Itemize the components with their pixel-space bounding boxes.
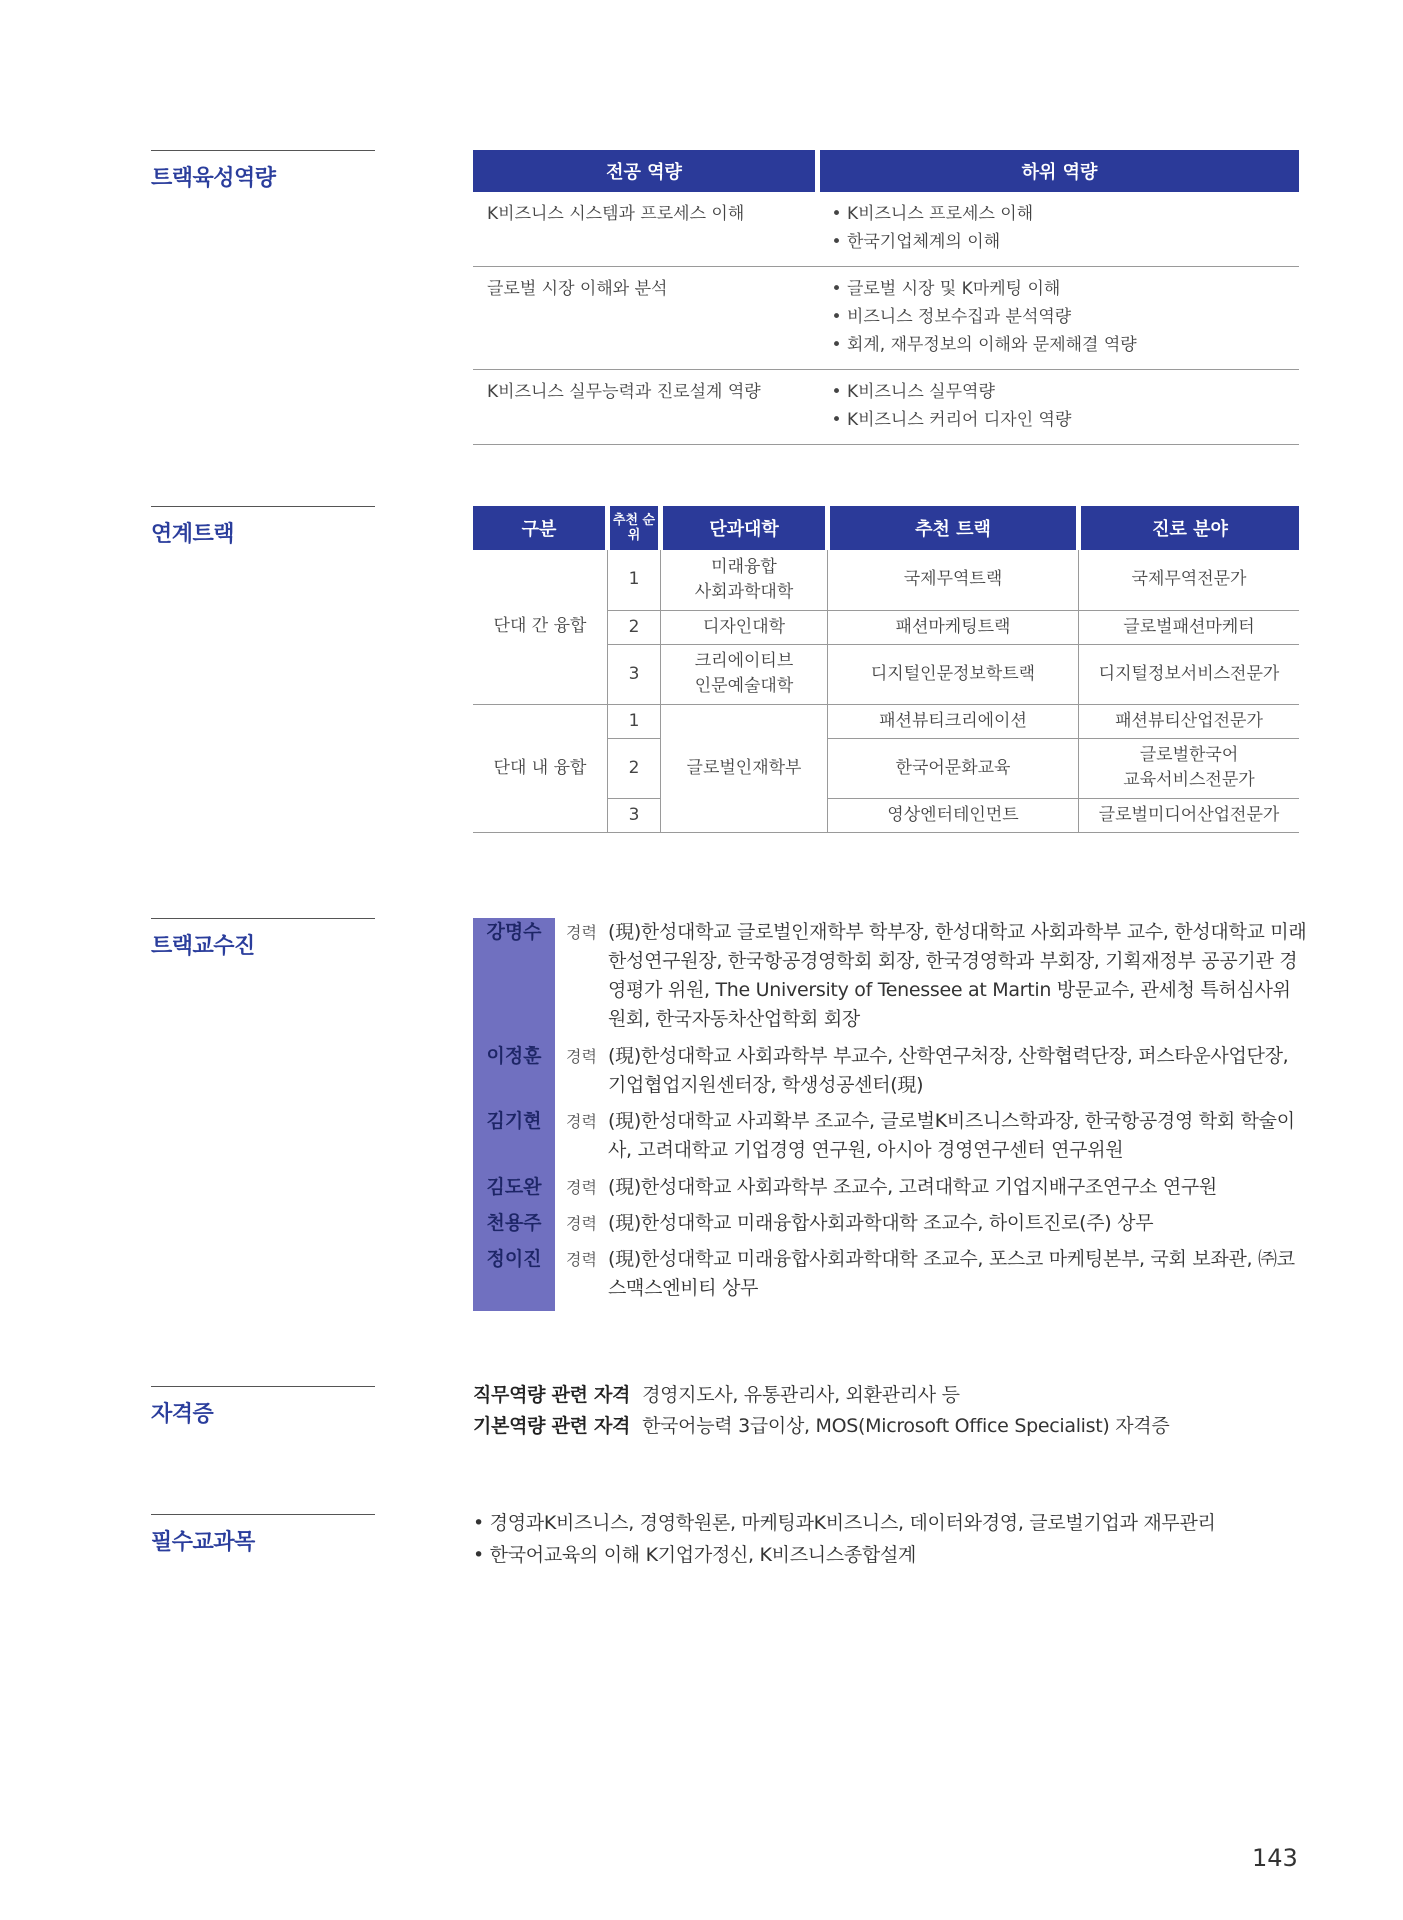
career-cell: 글로벌한국어 교육서비스전문가	[1079, 738, 1300, 798]
sub-competency-list	[818, 192, 1300, 267]
certificate-basic	[473, 1411, 1169, 1441]
certificate-job-value: 경영지도사, 유통관리사, 외환관리사 등	[642, 1384, 960, 1406]
college-cell: 미래융합 사회과학대학	[661, 550, 828, 610]
faculty-name: 정이진	[486, 1248, 542, 1270]
list-item: • 한국기업체계의 이해	[832, 228, 1286, 256]
career-cell: 글로벌미디어산업전문가	[1079, 798, 1300, 832]
section-title-competency: 트랙육성역량	[151, 150, 375, 192]
college-cell: 디자인대학	[661, 610, 828, 644]
career-cell: 국제무역전문가	[1079, 550, 1300, 610]
list-item: • K비즈니스 실무역량	[832, 378, 1286, 406]
rank-cell: 2	[608, 610, 661, 644]
faculty-career: (現)한성대학교 미래융합사회과학대학 조교수, 하이트진로(주) 상무	[608, 1212, 1154, 1234]
header-career: 진로 분야	[1079, 506, 1300, 550]
faculty-career-label: 경력	[566, 1112, 597, 1131]
college-cell: 글로벌인재학부	[661, 704, 828, 832]
section-title-faculty: 트랙교수진	[151, 918, 375, 960]
table-row	[473, 267, 1299, 370]
header-track: 추천 트랙	[828, 506, 1079, 550]
major-competency: K비즈니스 실무능력과 진로설계 역량	[473, 370, 818, 445]
faculty-name: 김기현	[486, 1110, 542, 1132]
track-cell: 한국어문화교육	[828, 738, 1079, 798]
faculty-career: (現)한성대학교 미래융합사회과학대학 조교수, 포스코 마케팅본부, 국회 보좌관, ㈜코스맥스엔비티 상무	[608, 1248, 1295, 1299]
header-rank-label: 추천 순위	[612, 513, 656, 543]
rank-cell: 2	[608, 738, 661, 798]
sub-competency-list	[818, 370, 1300, 445]
page-number: 143	[1252, 1844, 1298, 1872]
career-cell: 글로벌패션마케터	[1079, 610, 1300, 644]
certificate-job	[473, 1380, 960, 1410]
faculty-career: (現)한성대학교 사회과학부 부교수, 산학연구처장, 산학협력단장, 퍼스타운사업단장, 기업협업지원센터장, 학생성공센터(現)	[608, 1045, 1289, 1096]
track-cell: 패션마케팅트랙	[828, 610, 1079, 644]
section-title-certificate: 자격증	[151, 1386, 375, 1428]
track-table	[473, 506, 1299, 833]
faculty-career: (現)한성대학교 글로벌인재학부 학부장, 한성대학교 사회과학부 교수, 한성대학교 미래한성연구원장, 한국항공경영학회 회장, 한국경영학과 부회장, 기획재정부 공공기관 경영평가 위원, The University of Tenessee at Martin 방문교수, 관세청 특허심사위원회, 한국자동차산업학회 회장	[608, 921, 1307, 1030]
header-sub-competency: 하위 역량	[818, 150, 1300, 192]
category-cell: 단대 내 융합	[473, 704, 608, 832]
section-title-linked-track: 연계트랙	[151, 506, 375, 548]
table-row	[473, 704, 1299, 738]
career-cell: 패션뷰티산업전문가	[1079, 704, 1300, 738]
list-item: • 비즈니스 정보수집과 분석역량	[832, 303, 1286, 331]
required-course-item: • 한국어교육의 이해 K기업가정신, K비즈니스종합설계	[473, 1540, 916, 1570]
major-competency: K비즈니스 시스템과 프로세스 이해	[473, 192, 818, 267]
competency-table	[473, 150, 1299, 445]
required-course-item: • 경영과K비즈니스, 경영학원론, 마케팅과K비즈니스, 데이터와경영, 글로벌기업과 재무관리	[473, 1508, 1216, 1538]
table-row	[473, 192, 1299, 267]
track-cell: 패션뷰티크리에이션	[828, 704, 1079, 738]
faculty-career-label: 경력	[566, 1178, 597, 1197]
track-cell: 영상엔터테인먼트	[828, 798, 1079, 832]
certificate-job-label: 직무역량 관련 자격	[473, 1384, 631, 1406]
certificate-basic-label: 기본역량 관련 자격	[473, 1415, 631, 1437]
header-major-competency: 전공 역량	[473, 150, 818, 192]
college-cell: 크리에이티브 인문예술대학	[661, 644, 828, 704]
list-item: • 회계, 재무정보의 이해와 문제해결 역량	[832, 331, 1286, 359]
list-item: • 글로벌 시장 및 K마케팅 이해	[832, 275, 1286, 303]
header-college: 단과대학	[661, 506, 828, 550]
list-item: • K비즈니스 프로세스 이해	[832, 200, 1286, 228]
faculty-name: 김도완	[486, 1176, 542, 1198]
faculty-career-label: 경력	[566, 1250, 597, 1269]
major-competency: 글로벌 시장 이해와 분석	[473, 267, 818, 370]
header-category: 구분	[473, 506, 608, 550]
category-cell: 단대 간 융합	[473, 550, 608, 704]
rank-cell: 1	[608, 704, 661, 738]
track-cell: 디지털인문정보학트랙	[828, 644, 1079, 704]
faculty-name: 이정훈	[486, 1045, 542, 1067]
faculty-list	[473, 918, 1307, 1311]
rank-cell: 3	[608, 644, 661, 704]
career-cell: 디지털정보서비스전문가	[1079, 644, 1300, 704]
sub-competency-list	[818, 267, 1300, 370]
faculty-career: (現)한성대학교 사괴확부 조교수, 글로벌K비즈니스학과장, 한국항공경영 학회 학술이사, 고려대학교 기업경영 연구원, 아시아 경영연구센터 연구위원	[608, 1110, 1295, 1161]
faculty-name: 강명수	[486, 921, 542, 943]
rank-cell: 1	[608, 550, 661, 610]
list-item: • K비즈니스 커리어 디자인 역량	[832, 406, 1286, 434]
faculty-career-label: 경력	[566, 923, 597, 942]
section-title-required: 필수교과목	[151, 1514, 375, 1556]
rank-cell: 3	[608, 798, 661, 832]
header-rank	[608, 506, 661, 550]
table-row	[473, 550, 1299, 610]
certificate-basic-value: 한국어능력 3급이상, MOS(Microsoft Office Specialist) 자격증	[642, 1415, 1170, 1437]
faculty-career-label: 경력	[566, 1047, 597, 1066]
faculty-name: 천용주	[486, 1212, 542, 1234]
faculty-career-label: 경력	[566, 1214, 597, 1233]
track-cell: 국제무역트랙	[828, 550, 1079, 610]
table-row	[473, 370, 1299, 445]
faculty-career: (現)한성대학교 사회과학부 조교수, 고려대학교 기업지배구조연구소 연구원	[608, 1176, 1217, 1198]
